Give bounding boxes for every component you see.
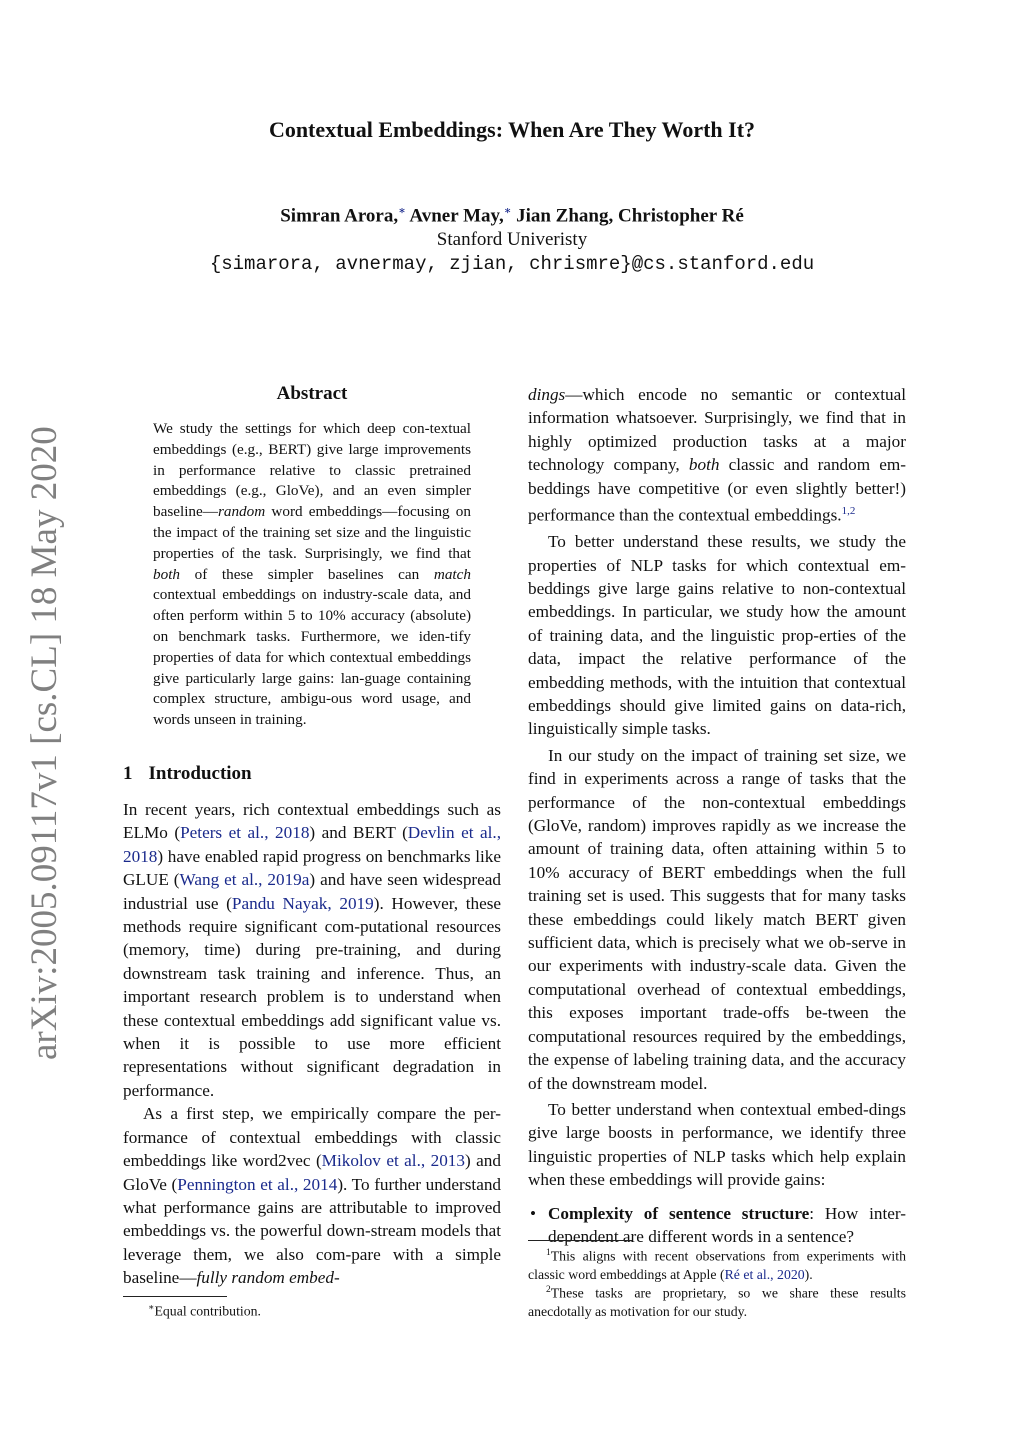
footnote-1: $^1$This aligns with recent observations from experiments with classic word embeddings at Apple (Ré et al., 2020). (528, 1248, 906, 1282)
footnote-2: $^2$These tasks are proprietary, so we share these results anecdotally as motivation for our study. (528, 1285, 906, 1319)
citation-link[interactable]: Pennington et al., 2014 (177, 1174, 338, 1194)
citation-link[interactable]: Devlin et al., 2018 (123, 823, 501, 866)
citation-link[interactable]: Peters et al., 2018 (180, 823, 310, 843)
paragraph: In recent years, rich contextual embeddings such as ELMo (Peters et al., 2018) and BERT (Devlin et al., 2018) have enabled rapid progress on benchmarks like GLUE (Wang et al., 2019a) and have seen widespread industrial use (Pandu Nayak, 2019). However, these methods require significant com-putational resources (memory, time) during pre-training, and during downstream task training and inference. Thus, an important research problem is to understand when these contextual embeddings add significant value vs. when it is possible to use more efficient representations without significant degradation in performance. (123, 800, 502, 1100)
affiliation: Stanford Univeristy (436, 229, 588, 250)
right-column-body (528, 383, 906, 1248)
citation-link[interactable]: Wang et al., 2019a (179, 870, 310, 890)
list-item: • Complexity of sentence structure: How inter-dependent are different words in a sentence? (528, 1202, 906, 1249)
abstract-heading: Abstract (276, 383, 348, 404)
section-heading-introduction: 1 Introduction (123, 763, 252, 784)
footnote-reference[interactable]: 1,2 (841, 505, 856, 518)
paragraph: To better understand when contextual embed-dings give large boosts in performance, we identify three linguistic properties of NLP tasks which help explain when these embeddings will provide gains: (528, 1099, 906, 1190)
author-emails: {simarora, avnermay, zjian, chrismre}@cs.stanford.edu (209, 253, 815, 275)
paragraph: To better understand these results, we study the properties of NLP tasks for which contextual em-beddings give large gains relative to non-contextual embeddings. In particular, we study how the amount of training data, and the linguistic prop-erties of the data, impact the relative performance of the embedding methods, with the intuition that contextual embeddings should give limited gains on data-rich, linguistically simple tasks. (528, 532, 906, 739)
equal-contribution-mark[interactable]: ∗ (398, 205, 406, 217)
equal-contribution-mark[interactable]: ∗ (503, 205, 512, 217)
footnote-equal-contribution: ∗Equal contribution. (148, 1303, 261, 1319)
arxiv-identifier: arXiv:2005.09117v1 [cs.CL] 18 May 2020 (24, 426, 65, 1060)
author-name: Avner May, (409, 205, 504, 227)
paragraph: As a first step, we empirically compare the per-formance of contextual embeddings with classic embeddings like word2vec (Mikolov et al., 2013) and GloVe (Pennington et al., 2014). To further understand what performance gains are attributable to improved embeddings vs. the powerful down-stream models that leverage them, we also com-pare with a simple baseline—fully random embed- (123, 1104, 502, 1288)
citation-link[interactable]: Ré et al., 2020 (724, 1266, 805, 1282)
left-column-body (123, 798, 501, 1290)
citation-link[interactable]: Pandu Nayak, 2019 (231, 893, 374, 913)
footnote-rule (123, 1296, 227, 1297)
abstract-body: We study the settings for which deep con-textual embeddings (e.g., BERT) give large improvements in performance relative to classic pretrained embeddings (e.g., GloVe), and an even simpler baseline—random word embeddings—focusing on the impact of the training set size and the linguistic properties of the task. Surprisingly, we find that both of these simpler baselines can match contextual embeddings on industry-scale data, and often perform within 5 to 10% accuracy (absolute) on benchmark tasks. Furthermore, we iden-tify properties of data for which contextual embeddings give particularly large gains: lan-guage containing complex structure, ambigu-ous word usage, and words unseen in training. (153, 420, 471, 729)
author-name: Jian Zhang, Christopher Ré (516, 205, 744, 227)
author-name: Simran Arora, (280, 205, 399, 227)
citation-link[interactable]: Mikolov et al., 2013 (321, 1151, 465, 1171)
paragraph: In our study on the impact of training set size, we find in experiments across a range of tasks that the performance of the non-contextual embeddings (GloVe, random) improves rapidly as we increase the amount of training data, often attaining within 5 to 10% accuracy of BERT embeddings when the full training set is used. This suggests that for many tasks these embeddings could likely match BERT given sufficient data, which is precisely what we ob-serve in our experiments with industry-scale data. Given the computational overhead of contextual embeddings, this exposes important trade-offs be-tween the computational resources required by the embeddings, the expense of labeling training data, and the accuracy of the downstream model. (528, 745, 906, 1093)
footnote-rule (528, 1240, 632, 1241)
paragraph: dings—which encode no semantic or contextual information whatsoever. Surprisingly, we find that in highly optimized production tasks at a major technology company, both classic and random em-beddings have competitive (or even slightly better!) performance than the contextual embeddings.$^{1,2}$ (528, 385, 906, 525)
paper-title: Contextual Embeddings: When Are They Worth It? (268, 117, 756, 142)
author-list (0, 204, 1024, 227)
